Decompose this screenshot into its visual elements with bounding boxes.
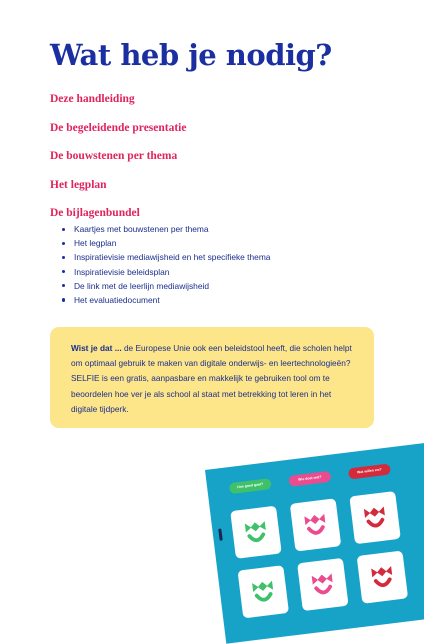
list-item: Inspiratievisie beleidsplan (60, 265, 270, 279)
list-item: De link met de leerlijn mediawijsheid (60, 279, 270, 293)
section-heading-presentatie: De begeleidende presentatie (50, 122, 187, 134)
callout-lead: Wist je dat ... (71, 343, 122, 353)
mediawijs-logo-icon (249, 576, 278, 607)
section-heading-bijlagenbundel: De bijlagenbundel (50, 207, 140, 219)
board-card (230, 506, 282, 559)
board-card (290, 498, 342, 551)
mediawijs-logo-icon (308, 569, 337, 600)
section-heading-legplan: Het legplan (50, 179, 107, 191)
mediawijs-logo-icon (241, 517, 270, 548)
board-pill-red: Wat willen we? (348, 463, 391, 479)
board-pill-pink: Wie doet wat? (288, 471, 331, 487)
legplan-board-illustration (205, 440, 424, 644)
mediawijs-logo-icon (360, 502, 389, 533)
board-card (238, 565, 290, 618)
list-item: Het evaluatiedocument (60, 293, 270, 307)
board-card (349, 491, 401, 544)
list-item: Het legplan (60, 236, 270, 250)
board-card (357, 551, 409, 604)
bijlagen-list (60, 222, 270, 307)
section-heading-handleiding: Deze handleiding (50, 93, 135, 105)
did-you-know-callout (50, 327, 374, 428)
callout-text: de Europese Unie ook een beleidstool heeft, die scholen helpt om optimaal gebruik te maken van digitale onderwijs- en leertechnologieën? SELFIE is een gratis, aanpasbare en makkelijk te gebruiken tool om te beoordelen hoe ver je als school al staat met betrekking tot leren in het digitale tijdperk. (71, 343, 352, 414)
board-marker (218, 528, 222, 540)
list-item: Inspiratievisie mediawijsheid en het specifieke thema (60, 250, 270, 264)
board-card (297, 558, 349, 611)
page-title: Wat heb je nodig? (50, 38, 332, 72)
section-heading-bouwstenen: De bouwstenen per thema (50, 150, 178, 162)
board-pill-green: Hoe goed gaat? (229, 478, 272, 494)
mediawijs-logo-icon (368, 562, 397, 593)
list-item: Kaartjes met bouwstenen per thema (60, 222, 270, 236)
mediawijs-logo-icon (301, 509, 330, 540)
